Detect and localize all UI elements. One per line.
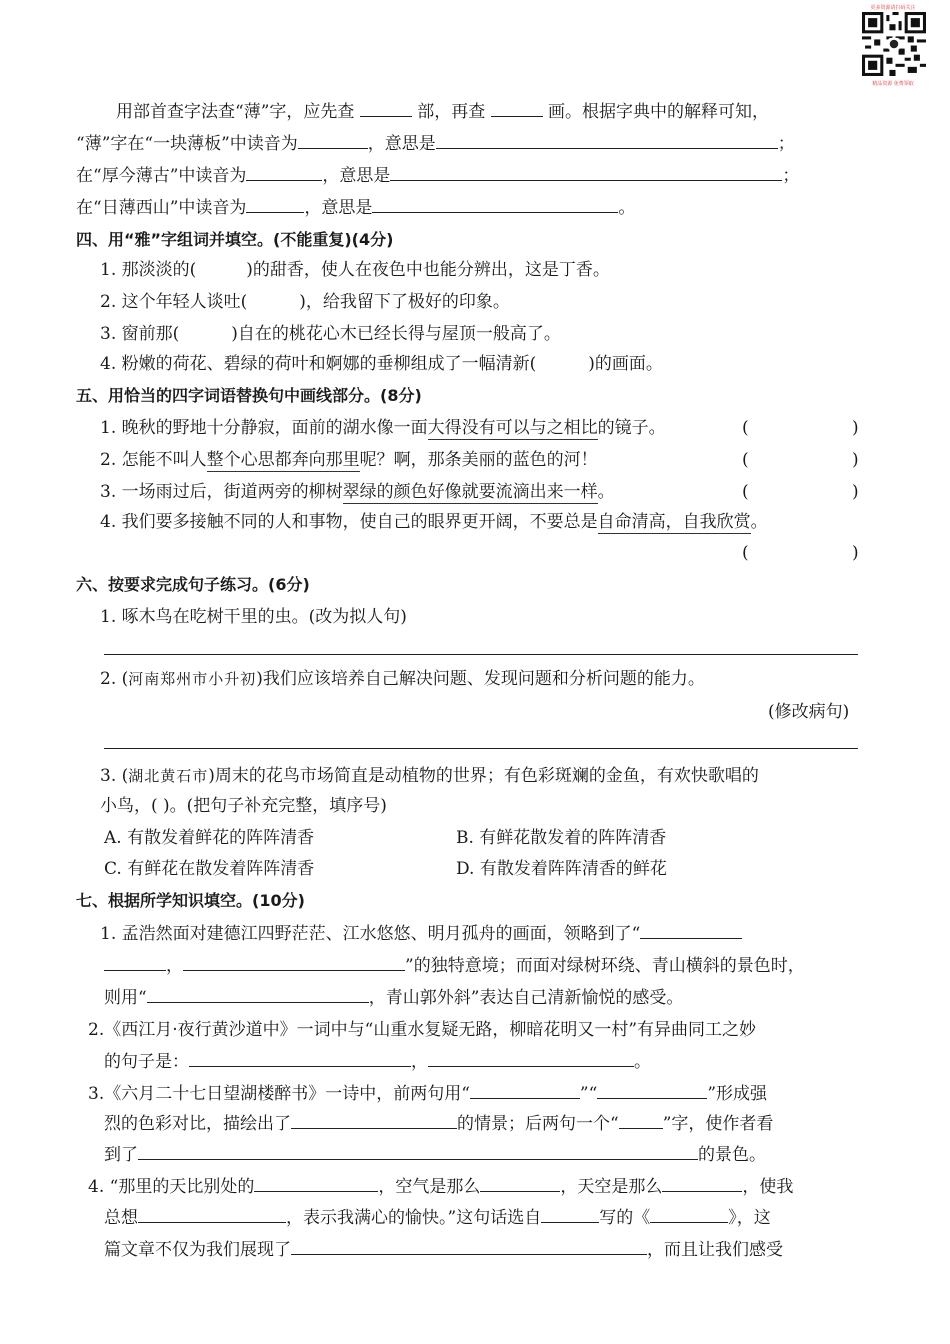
s7-q3: 3.《六月二十七日望湖楼醉书》一诗中，前两句用“ ”“ ”形成强 <box>88 1084 768 1104</box>
s5-q2: 2. 怎能不叫人整个心思都奔向那里呢？啊，那条美丽的蓝色的河！ <box>100 450 598 470</box>
blank-7-1c[interactable] <box>183 954 405 971</box>
blank-meaning-2[interactable] <box>390 164 782 181</box>
s7-q4-line-2: 总想 ，表示我满心的愉快。”这句话选自 写的《 》，这 <box>104 1208 771 1228</box>
section-6-title: 六、按要求完成句子练习。(6分) <box>76 575 310 594</box>
s6-q3: 3. (湖北黄石市)周末的花鸟市场简直是动植物的世界；有色彩斑斓的金鱼，有欢快歌唱的 <box>100 766 759 786</box>
blank-pinyin-1[interactable] <box>298 132 368 149</box>
s5-paren-close-4: ) <box>852 543 859 563</box>
s7-q1-line-3: 则用“ ，青山郭外斜”表达自己清新愉悦的感受。 <box>104 988 684 1008</box>
blank-7-4a[interactable] <box>254 1175 378 1192</box>
option-c[interactable]: C. 有鲜花在散发着阵阵清香 <box>104 859 315 879</box>
section-7-title: 七、根据所学知识填空。(10分) <box>76 891 305 910</box>
answer-line-2[interactable] <box>104 748 858 749</box>
blank-7-4d[interactable] <box>138 1206 286 1223</box>
s7-q1: 1. 孟浩然面对建德江四野茫茫、江水悠悠、明月孤舟的画面，领略到了“ <box>100 922 742 946</box>
blank-7-4f[interactable] <box>650 1206 728 1223</box>
blank-7-2a[interactable] <box>189 1050 411 1067</box>
blank-7-1a[interactable] <box>640 922 742 939</box>
blank-7-4b[interactable] <box>480 1175 560 1192</box>
answer-line-1[interactable] <box>104 654 858 655</box>
s7-q4-line-3: 篇文章不仅为我们展现了 ，而且让我们感受 <box>104 1240 783 1260</box>
qr-bottom-text: 精品资源 免费领取 <box>872 81 914 87</box>
s3-line-1: 用部首查字法查“薄”字，应先查 部，再查 画。根据字典中的解释可知， <box>116 102 770 122</box>
s7-q3-line-2: 烈的色彩对比，描绘出了 的情景；后两句一个“ ”字，使作者看 <box>104 1114 774 1134</box>
s5-paren-close-2: ) <box>852 450 859 470</box>
blank-7-3b[interactable] <box>597 1082 707 1099</box>
blank-meaning-1[interactable] <box>436 132 778 149</box>
s6-q3-line-2: 小鸟，( )。(把句子补充完整，填序号) <box>100 796 387 816</box>
blank-pinyin-2[interactable] <box>246 164 322 181</box>
s6-q2-note: (修改病句) <box>768 702 850 722</box>
s5-q3: 3. 一场雨过后，街道两旁的柳树翠绿的颜色好像就要流滴出来一样。 <box>100 482 615 502</box>
s5-paren-open-4[interactable]: ( <box>742 543 749 563</box>
s7-q2: 2.《西江月·夜行黄沙道中》一词中与“山重水复疑无路，柳暗花明又一村”有异曲同工之妙 <box>88 1020 757 1040</box>
section-5-title: 五、用恰当的四字词语替换句中画线部分。(8分) <box>76 386 422 405</box>
s4-q4: 4. 粉嫩的荷花、碧绿的荷叶和婀娜的垂柳组成了一幅清新( )的画面。 <box>100 354 663 374</box>
blank-7-2b[interactable] <box>428 1050 634 1067</box>
option-b[interactable]: B. 有鲜花散发着的阵阵清香 <box>456 828 667 848</box>
blank-radical[interactable] <box>360 100 412 117</box>
option-d[interactable]: D. 有散发着阵阵清香的鲜花 <box>456 859 667 879</box>
blank-meaning-3[interactable] <box>372 196 618 213</box>
blank-7-3c[interactable] <box>291 1112 457 1129</box>
s4-q3: 3. 窗前那( )自在的桃花心木已经长得与屋顶一般高了。 <box>100 324 561 344</box>
s6-q1: 1. 啄木鸟在吃树干里的虫。(改为拟人句) <box>100 607 407 627</box>
blank-7-3d[interactable] <box>619 1112 663 1129</box>
section-4-title: 四、用“雅”字组词并填空。(不能重复)(4分) <box>76 230 394 249</box>
s5-q4: 4. 我们要多接触不同的人和事物，使自己的眼界更开阔，不要总是自命清高，自我欣赏。 <box>100 512 768 532</box>
qr-code-icon[interactable] <box>862 12 926 76</box>
s5-paren-close-1: ) <box>852 418 859 438</box>
s3-line-3: 在“厚今薄古”中读音为 ，意思是 ； <box>76 166 800 186</box>
s4-q1: 1. 那淡淡的( )的甜香，使人在夜色中也能分辨出，这是丁香。 <box>100 260 610 280</box>
blank-7-3a[interactable] <box>470 1082 580 1099</box>
s7-q4: 4. “那里的天比别处的 ，空气是那么 ，天空是那么 ，使我 <box>88 1177 794 1197</box>
s7-q1-line-2: ， ”的独特意境；而面对绿树环绕、青山横斜的景色时， <box>104 954 805 978</box>
s3-line-4: 在“日薄西山”中读音为 ，意思是 。 <box>76 198 636 218</box>
s4-q2: 2. 这个年轻人谈吐( )，给我留下了极好的印象。 <box>100 292 510 312</box>
s3-line-2: “薄”字在“一块薄板”中读音为 ，意思是 ； <box>76 134 795 154</box>
s7-q3-line-3: 到了 的景色。 <box>104 1145 766 1165</box>
s5-paren-close-3: ) <box>852 482 859 502</box>
option-a[interactable]: A. 有散发着鲜花的阵阵清香 <box>104 828 315 848</box>
s5-paren-open-3[interactable]: ( <box>742 482 749 502</box>
s7-q2-line-2: 的句子是： ， 。 <box>104 1052 651 1072</box>
s5-paren-open-2[interactable]: ( <box>742 450 749 470</box>
blank-7-3e[interactable] <box>138 1143 698 1160</box>
blank-7-4e[interactable] <box>541 1206 599 1223</box>
s6-q2: 2. (河南郑州市小升初)我们应该培养自己解决问题、发现问题和分析问题的能力。 <box>100 669 705 689</box>
blank-pinyin-3[interactable] <box>246 196 304 213</box>
qr-top-text: 更多资源请扫码关注 <box>870 5 916 11</box>
blank-7-1b[interactable] <box>104 954 166 971</box>
s5-paren-open-1[interactable]: ( <box>742 418 749 438</box>
blank-7-4c[interactable] <box>662 1175 742 1192</box>
blank-7-4g[interactable] <box>291 1238 647 1255</box>
blank-7-1d[interactable] <box>147 986 369 1003</box>
s5-q1: 1. 晚秋的野地十分静寂，面前的湖水像一面大得没有可以与之相比的镜子。 <box>100 418 666 438</box>
blank-strokes[interactable] <box>491 100 543 117</box>
